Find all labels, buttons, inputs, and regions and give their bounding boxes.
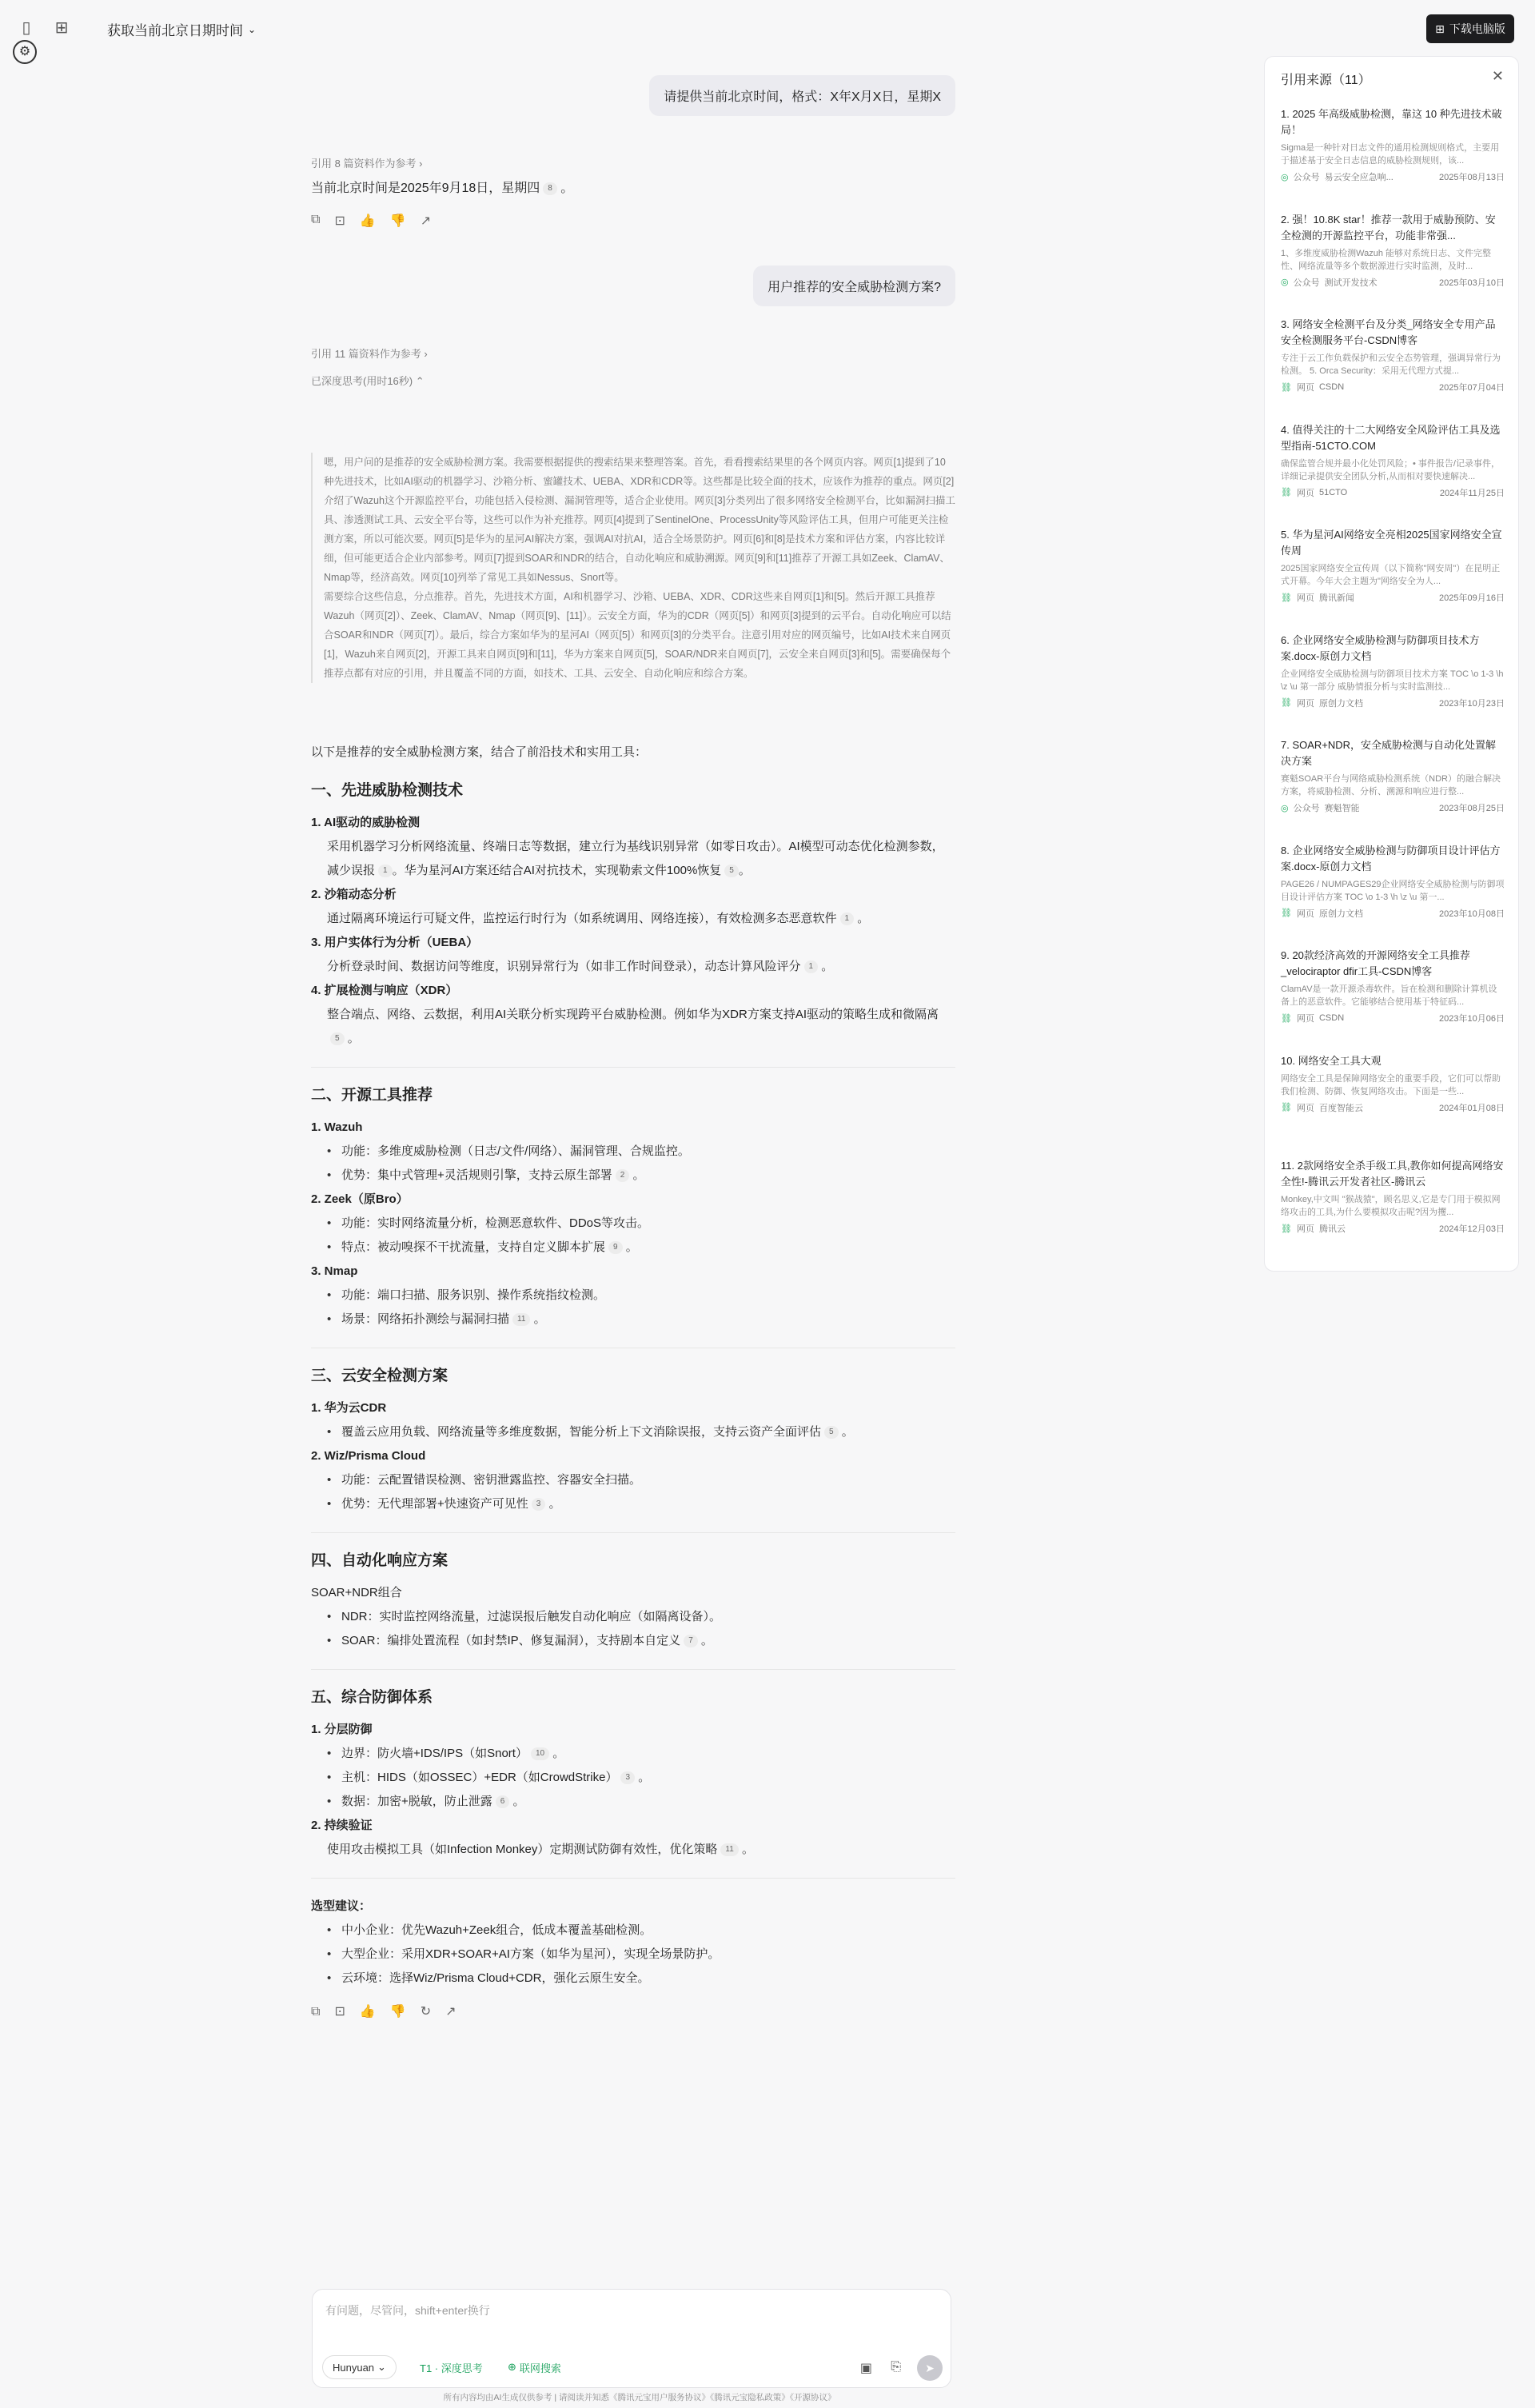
- answer-intro: 以下是推荐的安全威胁检测方案，结合了前沿技术和实用工具：: [311, 745, 648, 759]
- item-title: 4. 扩展检测与响应（XDR）: [311, 984, 458, 997]
- link-icon: ⛓: [1281, 1013, 1292, 1024]
- conversation-title-text: 获取当前北京日期时间: [107, 23, 243, 38]
- model-name: Hunyuan: [333, 2361, 375, 2374]
- item-title: 3. Nmap: [311, 1264, 358, 1278]
- source-meta: [1281, 381, 1505, 393]
- list-item: • 场景：网络拓扑测绘与漏洞扫描 11 。: [327, 1308, 955, 1332]
- subheading: SOAR+NDR组合: [311, 1586, 402, 1599]
- list-item: • 功能：多维度威胁检测（日志/文件/网络）、漏洞管理、合规监控。: [327, 1140, 955, 1164]
- model-selector[interactable]: [322, 2355, 397, 2379]
- section-heading: 五、综合防御体系: [311, 1689, 433, 1706]
- source-type: 网页: [1296, 1224, 1314, 1234]
- link-icon: ⛓: [1281, 908, 1292, 918]
- citation-badge[interactable]: 2: [616, 1169, 630, 1182]
- source-card[interactable]: [1281, 843, 1505, 920]
- reference-count-text: 引用 11 篇资料作为参考: [311, 348, 421, 360]
- item-title: 1. Wazuh: [311, 1120, 363, 1134]
- source-meta: [1281, 170, 1505, 183]
- item-title: 2. 持续验证: [311, 1819, 373, 1832]
- conversation-title[interactable]: [107, 19, 256, 39]
- item-description: 通过隔离环境运行可疑文件，监控运行时行为（如系统调用、网络连接），有效检测多态恶意软件 1 。: [327, 912, 870, 925]
- item-title: 1. 华为云CDR: [311, 1401, 387, 1415]
- user-message-2: [753, 266, 955, 306]
- source-snippet: 1、多维度威胁检测Wazuh 能够对系统日志、文件完整性、网络流量等多个数据源进行实时监测，及时...: [1281, 248, 1491, 271]
- user-message-text: 用户推荐的安全威胁检测方案?: [768, 281, 941, 294]
- source-type: 网页: [1296, 488, 1314, 498]
- source-title[interactable]: 6. 企业网络安全威胁检测与防御项目技术方案.docx-原创力文档: [1281, 633, 1480, 662]
- item-description: 分析登录时间、数据访问等维度，识别异常行为（如非工作时间登录），动态计算风险评分 1 。: [327, 960, 834, 973]
- source-card[interactable]: [1281, 737, 1505, 814]
- deep-think-label: T1 · 深度思考: [420, 2362, 483, 2374]
- source-title[interactable]: 10. 网络安全工具大观: [1281, 1054, 1382, 1067]
- source-type: 公众号: [1293, 278, 1320, 288]
- source-card[interactable]: [1281, 527, 1505, 604]
- new-chat-icon[interactable]: ⊞: [54, 19, 69, 37]
- list-item: • 中小企业：优先Wazuh+Zeek组合，低成本覆盖基础检测。: [327, 1919, 955, 1943]
- list-item: • 功能：实时网络流量分析，检测恶意软件、DDoS等攻击。: [327, 1212, 955, 1236]
- bullet-list: [311, 1919, 955, 1991]
- citation-badge[interactable]: 3: [620, 1771, 635, 1784]
- source-title[interactable]: 5. 华为星河AI网络安全亮相2025国家网络安全宣传周: [1281, 529, 1502, 557]
- source-type: 网页: [1296, 908, 1314, 919]
- source-type: 网页: [1296, 1103, 1314, 1113]
- close-icon[interactable]: ✕: [1491, 68, 1504, 84]
- source-snippet: Sigma是一种针对日志文件的通用检测规则格式，主要用于描述基于安全日志信息的威胁检测规则，该...: [1281, 143, 1500, 166]
- source-snippet: ClamAV是一款开源杀毒软件。旨在检测和删除计算机设备上的恶意软件。它能够结合使用基于特征码...: [1281, 984, 1497, 1007]
- citation-badge[interactable]: 6: [496, 1795, 510, 1808]
- advice-heading: 选型建议：: [311, 1899, 372, 1913]
- source-date: 2024年11月25日: [1439, 488, 1505, 498]
- reference-count-2[interactable]: 引用 11 篇资料作为参考 ›: [311, 348, 428, 360]
- globe-icon: ⊕: [508, 2361, 516, 2373]
- citation-badge[interactable]: 11: [720, 1843, 738, 1856]
- user-message-text: 请提供当前北京时间，格式：X年X月X日，星期X: [664, 90, 941, 104]
- list-item: • 主机：HIDS（如OSSEC）+EDR（如CrowdStrike） 3 。: [327, 1766, 955, 1790]
- source-type: 网页: [1296, 593, 1314, 603]
- source-type: 网页: [1296, 1014, 1314, 1024]
- wechat-icon: ◎: [1281, 803, 1289, 813]
- copy-icon[interactable]: ⧉: [311, 2005, 321, 2019]
- citation-badge[interactable]: 1: [378, 865, 393, 877]
- source-title[interactable]: 9. 20款经济高效的开源网络安全工具推荐_velociraptor dfir工具-CSDN博客: [1281, 949, 1470, 977]
- regenerate-icon[interactable]: ↻: [420, 2005, 432, 2019]
- item-title: 1. AI驱动的威胁检测: [311, 816, 421, 829]
- chevron-down-icon: ⌄: [248, 23, 257, 35]
- bullet-list: [311, 1140, 955, 1188]
- divider: [311, 1067, 955, 1068]
- link-icon: ⛓: [1281, 593, 1292, 603]
- divider: [311, 1878, 955, 1879]
- thumbs-up-icon[interactable]: 👍: [359, 2005, 376, 2019]
- answer-toolbar-1: [311, 213, 431, 229]
- source-snippet: Monkey,中文叫 "猴战猿"，顾名思义,它是专门用于模拟网络攻击的工具,为什么要模拟攻击呢?因为攫...: [1281, 1195, 1501, 1217]
- source-meta: [1281, 1222, 1505, 1235]
- section-heading: 三、云安全检测方案: [311, 1368, 449, 1384]
- send-button[interactable]: ➤: [917, 2355, 943, 2381]
- deep-thinking-label: 已深度思考(用时16秒): [311, 375, 413, 387]
- list-item: • 边界：防火墙+IDS/IPS（如Snort） 10 。: [327, 1742, 955, 1766]
- divider: [311, 1532, 955, 1533]
- link-icon: ⛓: [1281, 382, 1292, 393]
- list-item: • 功能：端口扫描、服务识别、操作系统指纹检测。: [327, 1284, 955, 1308]
- citation-badge[interactable]: 1: [840, 912, 855, 925]
- source-title[interactable]: 2. 强！10.8K star！推荐一款用于威胁预防、安全检测的开源监控平台，功能非常强...: [1281, 213, 1496, 242]
- download-desktop-button[interactable]: [1426, 14, 1514, 43]
- list-item: • 优势：无代理部署+快速资产可见性 3 。: [327, 1492, 955, 1516]
- deep-think-toggle[interactable]: [410, 2355, 492, 2379]
- settings-gear-icon[interactable]: ⚙: [13, 40, 37, 64]
- share-icon[interactable]: ↗: [445, 2005, 457, 2019]
- copy-icon[interactable]: ⧉: [311, 213, 321, 226]
- source-snippet: 企业网络安全威胁检测与防御项目技术方案 TOC \o 1-3 \h \z \u 第一部分 威胁情报分析与实时监测技...: [1281, 669, 1504, 692]
- sources-panel: [1264, 56, 1519, 1272]
- source-site: 腾讯新闻: [1318, 593, 1354, 603]
- link-icon: ⛓: [1281, 1224, 1292, 1234]
- source-card[interactable]: [1281, 633, 1505, 709]
- source-site: 赛魁智能: [1324, 804, 1360, 813]
- source-card[interactable]: [1281, 1158, 1505, 1235]
- source-date: 2025年03月10日: [1439, 278, 1505, 288]
- list-item: • NDR：实时监控网络流量，过滤误报后触发自动化响应（如隔离设备）。: [327, 1605, 955, 1629]
- list-item: • SOAR：编排处置流程（如封禁IP、修复漏洞），支持剧本自定义 7 。: [327, 1629, 955, 1653]
- thumbs-down-icon[interactable]: 👎: [389, 2005, 406, 2019]
- source-date: 2023年10月06日: [1439, 1014, 1505, 1024]
- share-icon[interactable]: ↗: [420, 214, 432, 228]
- source-title[interactable]: 1. 2025 年高级威胁检测，靠这 10 种先进技术破局！: [1281, 108, 1502, 136]
- image-upload-icon[interactable]: ▣: [859, 2362, 872, 2375]
- item-description: 使用攻击模拟工具（如Infection Monkey）定期测试防御有效性，优化策略 11 。: [327, 1843, 754, 1856]
- source-date: 2024年01月08日: [1439, 1103, 1505, 1113]
- assistant-answer-2: [311, 741, 955, 2024]
- chat-input-box[interactable]: [312, 2289, 951, 2388]
- bullet-list: [311, 1284, 955, 1332]
- source-date: 2023年08月25日: [1439, 804, 1505, 813]
- item-title: 2. Wiz/Prisma Cloud: [311, 1449, 426, 1463]
- source-snippet: 专注于云工作负载保护和云安全态势管理，强调异常行为检测。 5. Orca Security：采用无代理方式提...: [1281, 353, 1501, 376]
- user-message-1: [649, 75, 955, 116]
- list-item: • 功能：云配置错误检测、密钥泄露监控、容器安全扫描。: [327, 1468, 955, 1492]
- citation-badge[interactable]: 11: [512, 1313, 530, 1326]
- source-site: 测试开发技术: [1324, 278, 1378, 288]
- thinking-paragraph: 嗯，用户问的是推荐的安全威胁检测方案。我需要根据提供的搜索结果来整理答案。首先，看看搜索结果里的各个网页内容。网页[1]提到了10种先进技术，比如AI驱动的机器学习、沙箱分析、蜜罐技术、UEBA、XDR和CDR等。这些都是比较全面的技术，应该作为推荐的重点。网页[2]介绍了Wazuh这个开源监控平台，功能包括入侵检测、漏洞管理等，适合企业使用。网页[3]分类列出了很多网络安全检测平台，比如漏洞扫描工具、渗透测试工具、云安全平台等，这些可以作为补充推荐。网页[4]提到了SentinelOne、ProcessUnity等风险评估工具，但用户可能更关注检测方案，所以可能次要。网页[5]是华为的星河AI解决方案，强调AI对抗AI，适合全场景防护。网页[6]和[8]是技术方案和评估方案，内容比较详细，但可能更适合企业内部参考。网页[7]提到SOAR和NDR的结合，自动化响应和威胁溯源。网页[9]和[11]推荐了开源工具如Zeek、ClamAV、Nmap等，经济高效。网页[10]列举了常见工具如Nessus、Snort等。: [324, 457, 955, 583]
- bullet-list: [311, 1212, 955, 1260]
- source-title[interactable]: 7. SOAR+NDR，安全威胁检测与自动化处置解决方案: [1281, 739, 1497, 767]
- citation-badge[interactable]: 5: [330, 1032, 345, 1045]
- source-date: 2025年08月13日: [1439, 173, 1505, 182]
- source-card[interactable]: [1281, 212, 1505, 289]
- source-card[interactable]: [1281, 1053, 1505, 1114]
- bookmark-icon[interactable]: ⊡: [334, 214, 345, 228]
- thinking-paragraph: 需要综合这些信息，分点推荐。首先，先进技术方面，AI和机器学习、沙箱、UEBA、XDR、CDR这些来自网页[1]和[5]。然后开源工具推荐Wazuh（网页[2]）、Zeek、ClamAV、Nmap（网页[9]、[11]）。云安全方面，华为的CDR（网页[5]）和网页[3]提到的云平台。自动化响应可以结合SOAR和NDR（网页[7]）。最后，综合方案如华为的星河AI（网页[5]）和网页[3]的分类平台。注意引用对应的网页编号，比如AI技术来自网页[1]，Wazuh来自网页[2]，开源工具来自网页[9]和[11]，华为方案来自网页[5]，SOAR/NDR来自网页[7]，云安全来自网页[3]和[5]。需要确保每个推荐点都有对应的引用，并且覆盖不同的方面，如技术、工具、云安全、自动化响应和综合方案。: [324, 591, 951, 679]
- item-title: 1. 分层防御: [311, 1723, 373, 1736]
- windows-icon: ⊞: [1435, 22, 1445, 35]
- citation-badge[interactable]: 7: [684, 1635, 698, 1647]
- source-site: 百度智能云: [1318, 1103, 1363, 1113]
- chevron-down-icon: ⌄: [377, 2361, 386, 2373]
- item-title: 3. 用户实体行为分析（UEBA）: [311, 936, 479, 949]
- bullet-list: [311, 1742, 955, 1814]
- source-meta: [1281, 591, 1505, 604]
- answer-toolbar-2: [311, 2000, 955, 2024]
- source-type: 公众号: [1293, 173, 1320, 182]
- source-snippet: 网络安全工具是保障网络安全的重要手段，它们可以帮助我们检测、防御、恢复网络攻击。下面是一些...: [1281, 1073, 1501, 1096]
- source-site: 易云安全应急响...: [1324, 173, 1393, 182]
- source-date: 2023年10月23日: [1439, 698, 1505, 709]
- source-date: 2025年07月04日: [1439, 383, 1505, 393]
- source-type: 公众号: [1293, 804, 1320, 813]
- source-snippet: 2025国家网络安全宣传周（以下简称"网安周"）在昆明正式开幕。今年大会主题为"网络安全为人...: [1281, 564, 1501, 586]
- deep-thinking-toggle[interactable]: 已深度思考(用时16秒) ⌃: [311, 375, 425, 387]
- link-icon: ⛓: [1281, 1103, 1292, 1112]
- source-meta: [1281, 801, 1505, 814]
- download-desktop-label: 下载电脑版: [1449, 22, 1505, 35]
- citation-badge[interactable]: 5: [824, 1426, 839, 1439]
- list-item: • 大型企业：采用XDR+SOAR+AI方案（如华为星河），实现全场景防护。: [327, 1943, 955, 1967]
- list-item: • 优势：集中式管理+灵活规则引擎，支持云原生部署 2 。: [327, 1164, 955, 1188]
- thinking-process: [311, 453, 955, 683]
- citation-badge[interactable]: 10: [531, 1747, 549, 1760]
- source-type: 网页: [1296, 383, 1314, 393]
- list-item: • 覆盖云应用负载、网络流量等多维度数据，智能分析上下文消除误报，支持云资产全面评估 5 。: [327, 1420, 955, 1444]
- link-icon: ⛓: [1281, 488, 1292, 497]
- file-upload-icon[interactable]: ⎘: [891, 2360, 901, 2374]
- source-site: CSDN: [1318, 1013, 1345, 1023]
- source-title[interactable]: 11. 2款网络安全杀手级工具,教你如何提高网络安全性!-腾讯云开发者社区-腾讯云: [1281, 1160, 1504, 1188]
- bookmark-icon[interactable]: ⊡: [334, 2005, 345, 2019]
- citation-badge[interactable]: 3: [532, 1498, 546, 1511]
- sidebar-toggle-icon[interactable]: ▯: [22, 19, 31, 37]
- chat-input-placeholder[interactable]: 有问题，尽管问，shift+enter换行: [325, 2304, 490, 2317]
- source-meta: [1281, 697, 1505, 709]
- bullet-list: [311, 1420, 955, 1444]
- source-meta: [1281, 1101, 1505, 1114]
- source-card[interactable]: [1281, 948, 1505, 1024]
- source-snippet: 赛魁SOAR平台与网络威胁检测系统（NDR）的融合解决方案，将威胁检测、分析、溯源和响应进行整...: [1281, 774, 1501, 797]
- source-date: 2023年10月08日: [1439, 908, 1505, 919]
- reference-count-text: 引用 8 篇资料作为参考: [311, 158, 417, 170]
- top-bar: [0, 0, 1505, 56]
- web-search-toggle[interactable]: [498, 2355, 571, 2379]
- section-heading: 一、先进威胁检测技术: [311, 782, 464, 799]
- reference-count-1[interactable]: 引用 8 篇资料作为参考 ›: [311, 158, 423, 170]
- bullet-list: [311, 1605, 955, 1653]
- wechat-icon: ◎: [1281, 172, 1289, 182]
- thumbs-down-icon[interactable]: 👎: [389, 214, 406, 228]
- wechat-icon: ◎: [1281, 278, 1289, 287]
- web-search-label: 联网搜索: [519, 2362, 561, 2374]
- source-card[interactable]: [1281, 422, 1505, 499]
- divider: [311, 1669, 955, 1670]
- citation-badge[interactable]: 1: [804, 960, 819, 973]
- section-heading: 二、开源工具推荐: [311, 1087, 433, 1104]
- list-item: • 特点：被动嗅探不干扰流量，支持自定义脚本扩展 9 。: [327, 1236, 955, 1260]
- source-snippet: 确保监管合规并最小化处罚风险；• 事件报告/记录事件，详细记录提供安全团队分析,从而相对要快速解决...: [1281, 458, 1500, 481]
- list-item: • 云环境：选择Wiz/Prisma Cloud+CDR，强化云原生安全。: [327, 1967, 955, 1991]
- item-description: 采用机器学习分析网络流量、终端日志等数据，建立行为基线识别异常（如零日攻击）。AI模型可动态优化检测参数，减少误报 1 。华为星河AI方案还结合AI对抗技术，实现勒索文件100%恢复 5 。: [327, 840, 944, 877]
- source-card[interactable]: [1281, 317, 1505, 393]
- source-title[interactable]: 8. 企业网络安全威胁检测与防御项目设计评估方案.docx-原创力文档: [1281, 844, 1501, 873]
- citation-badge[interactable]: 9: [608, 1241, 623, 1254]
- source-title[interactable]: 4. 值得关注的十二大网络安全风险评估工具及选型指南-51CTO.COM: [1281, 423, 1501, 452]
- assistant-answer-1: 当前北京时间是2025年9月18日，星期四 8 。: [311, 182, 574, 195]
- source-site: 原创力文档: [1318, 908, 1363, 919]
- answer-text: 当前北京时间是2025年9月18日，星期四: [311, 182, 540, 195]
- source-meta: [1281, 1012, 1505, 1024]
- link-icon: ⛓: [1281, 698, 1292, 708]
- source-site: 腾讯云: [1318, 1224, 1346, 1234]
- source-site: 原创力文档: [1318, 698, 1363, 709]
- bullet-list: [311, 1468, 955, 1516]
- footer-disclaimer: 所有内容均由AI生成仅供参考 | 请阅读并知悉《腾讯元宝用户服务协议》《腾讯元宝隐私政策》《开源协议》: [443, 2393, 836, 2402]
- source-type: 网页: [1296, 698, 1314, 709]
- source-title[interactable]: 3. 网络安全检测平台及分类_网络安全专用产品安全检测服务平台-CSDN博客: [1281, 318, 1496, 346]
- citation-badge[interactable]: 8: [543, 182, 557, 195]
- thumbs-up-icon[interactable]: 👍: [359, 214, 376, 228]
- source-date: 2024年12月03日: [1439, 1224, 1505, 1234]
- source-site: CSDN: [1318, 382, 1345, 392]
- source-date: 2025年09月16日: [1439, 593, 1505, 603]
- sources-title: 引用来源（11）: [1281, 74, 1371, 87]
- source-meta: [1281, 276, 1505, 289]
- item-description: 整合端点、网络、云数据，利用AI关联分析实现跨平台威胁检测。例如华为XDR方案支持AI驱动的策略生成和微隔离5 。: [327, 1008, 939, 1045]
- list-item: • 数据：加密+脱敏，防止泄露 6 。: [327, 1790, 955, 1814]
- source-snippet: PAGE26 / NUMPAGES29企业网络安全威胁检测与防御项目设计评估方案 TOC \o 1-3 \h \z \u 第一...: [1281, 879, 1505, 902]
- item-title: 2. 沙箱动态分析: [311, 888, 397, 901]
- item-title: 2. Zeek（原Bro）: [311, 1192, 409, 1206]
- source-meta: [1281, 907, 1505, 920]
- section-heading: 四、自动化响应方案: [311, 1552, 449, 1569]
- source-meta: [1281, 486, 1505, 499]
- source-site: 51CTO: [1318, 487, 1348, 497]
- citation-badge[interactable]: 5: [724, 865, 739, 877]
- source-card[interactable]: [1281, 106, 1505, 183]
